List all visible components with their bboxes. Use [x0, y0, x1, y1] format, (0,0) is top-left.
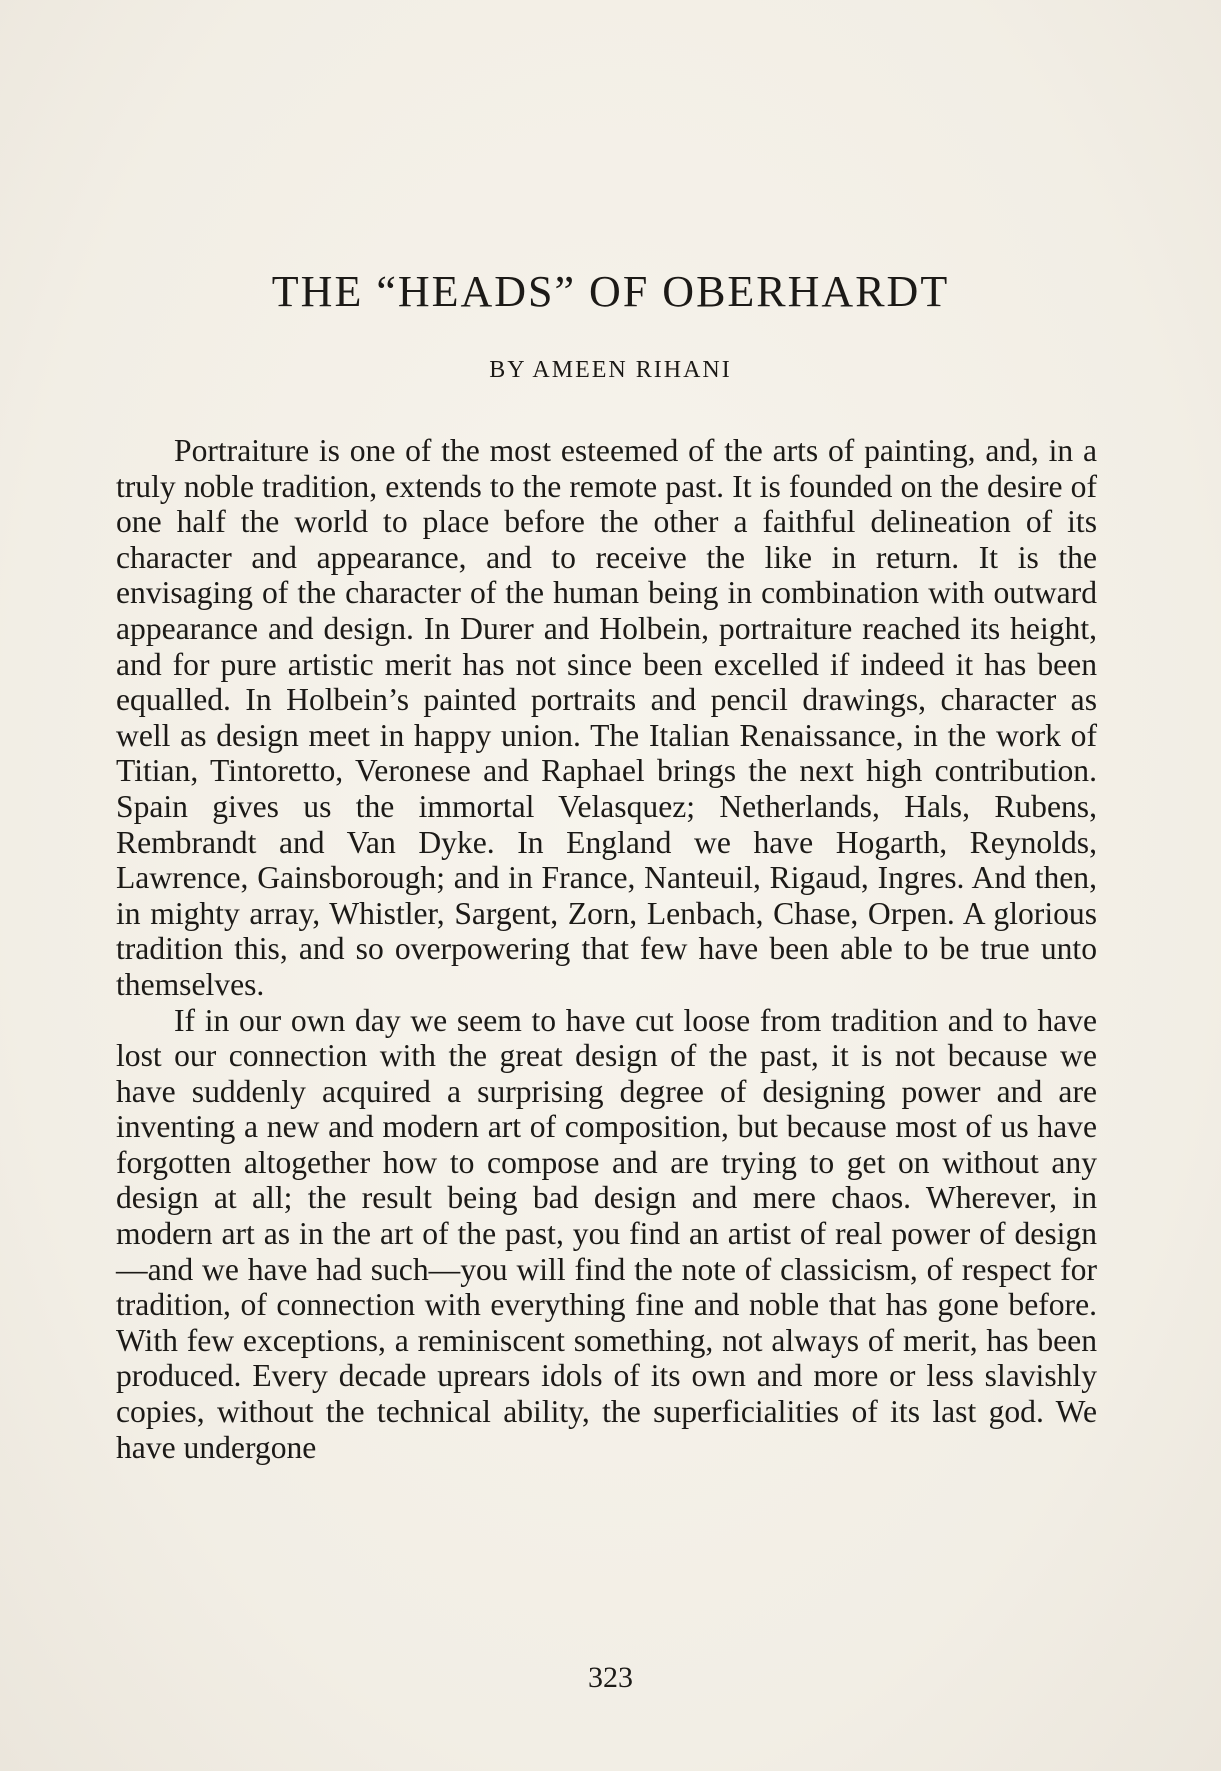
- article-body: [116, 433, 1097, 1465]
- body-paragraph: Portraiture is one of the most esteemed of the arts of painting, and, in a truly noble tradition, extends to the remote past. It is founded on the desire of one half the world to place before the other a faithful delineation of its character and appearance, and to receive the like in return. It is the envisaging of the character of the human being in combination with outward appearance and design. In Durer and Holbein, portraiture reached its height, and for pure artistic merit has not since been excelled if indeed it has been equalled. In Holbein’s painted portraits and pencil drawings, character as well as design meet in happy union. The Italian Renaissance, in the work of Titian, Tintoretto, Veronese and Raphael brings the next high contribution. Spain gives us the immortal Velasquez; Netherlands, Hals, Rubens, Rembrandt and Van Dyke. In England we have Hogarth, Reynolds, Lawrence, Gainsborough; and in France, Nanteuil, Rigaud, Ingres. And then, in mighty array, Whistler, Sargent, Zorn, Lenbach, Chase, Orpen. A glorious tradition this, and so overpowering that few have been able to be true unto themselves.: [116, 433, 1097, 1002]
- body-paragraph: If in our own day we seem to have cut loose from tradition and to have lost our connection with the great design of the past, it is not because we have suddenly acquired a surprising degree of designing power and are inventing a new and modern art of composition, but because most of us have forgotten altogether how to compose and are trying to get on without any design at all; the result being bad design and mere chaos. Wherever, in modern art as in the art of the past, you find an artist of real power of design—and we have had such—you will find the note of classicism, of respect for tradition, of connection with everything fine and noble that has gone before. With few exceptions, a reminiscent something, not always of merit, has been produced. Every decade uprears idols of its own and more or less slavishly copies, without the technical ability, the superficialities of its last god. We have undergone: [116, 1002, 1097, 1465]
- page-number: 323: [588, 1661, 633, 1694]
- article-byline: BY AMEEN RIHANI: [489, 357, 732, 383]
- article-title: THE “HEADS” OF OBERHARDT: [271, 267, 950, 316]
